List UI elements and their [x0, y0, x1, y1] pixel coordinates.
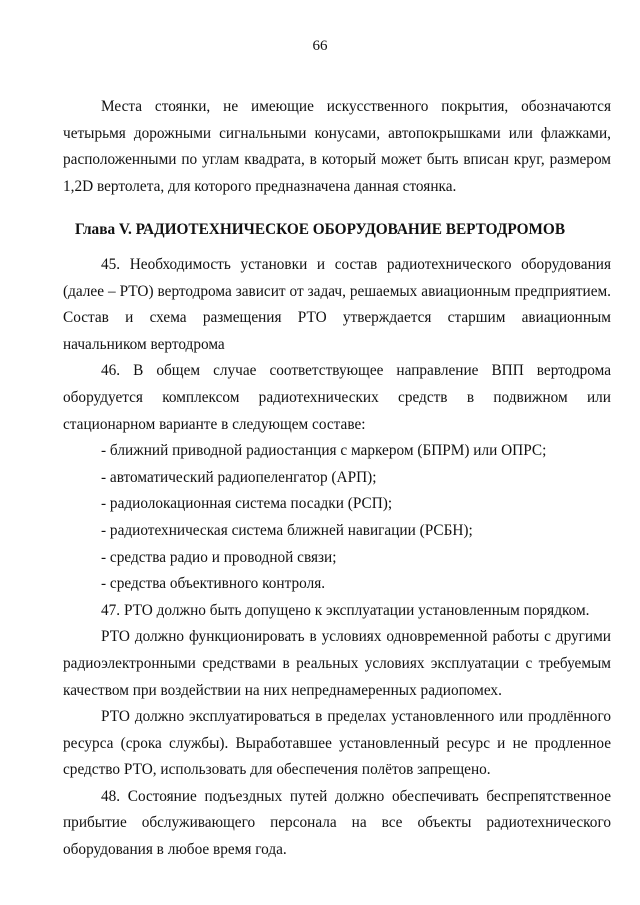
list-item: - средства объективного контроля.	[101, 575, 326, 593]
list-item: - средства радио и проводной связи;	[101, 548, 337, 566]
paragraph-45: 45. Необходимость установки и состав радиотехнического оборудования (далее – РТО) вертодрома зависит от задач, решаемых авиационным предприятием. Состав и схема размещения РТО утверждается старшим авиационным начальником вертодрома	[63, 256, 611, 353]
intro-block	[63, 94, 611, 200]
paragraph-46: 46. В общем случае соответствующее направление ВПП вертодрома оборудуется комплексом радиотехнических средств в подвижном или стационарном варианте в следующем составе:	[63, 362, 611, 433]
chapter-heading: Глава V. РАДИОТЕХНИЧЕСКОЕ ОБОРУДОВАНИЕ ВЕРТОДРОМОВ	[74, 221, 566, 238]
paragraph-47: 47. РТО должно быть допущено к эксплуатации установленным порядком.	[101, 601, 590, 619]
list-item: - автоматический радиопеленгатор (АРП);	[101, 468, 377, 486]
paragraph-47-functioning: РТО должно функционировать в условиях одновременной работы с другими радиоэлектронными средствами в реальных условиях эксплуатации с требуемым качеством при воздействии на них непреднамеренных радиопомех.	[63, 628, 611, 699]
page-number: 66	[312, 38, 328, 54]
list-item: - радиотехническая система ближней навигации (РСБН);	[101, 521, 473, 539]
paragraph-47-resource: РТО должно эксплуатироваться в пределах установленного или продлённого ресурса (срока службы). Выработавшее установленный ресурс и не продленное средство РТО, использовать для обеспечения полётов запрещено.	[63, 708, 611, 779]
paragraph-48: 48. Состояние подъездных путей должно обеспечивать беспрепятственное прибытие обслуживающего персонала на все объекты радиотехнического оборудования в любое время года.	[63, 787, 611, 859]
list-item: - ближний приводной радиостанция с маркером (БПРМ) или ОПРС;	[101, 442, 547, 460]
chapter-body	[63, 252, 611, 864]
list-item: - радиолокационная система посадки (РСП);	[101, 495, 393, 513]
intro-paragraph: Места стоянки, не имеющие искусственного покрытия, обозначаются четырьмя дорожными сигнальными конусами, автопокрышками или флажками, расположенными по углам квадрата, в который может быть вписан круг, размером 1,2D вертолета, для которого предназначена данная стоянка.	[63, 98, 611, 195]
